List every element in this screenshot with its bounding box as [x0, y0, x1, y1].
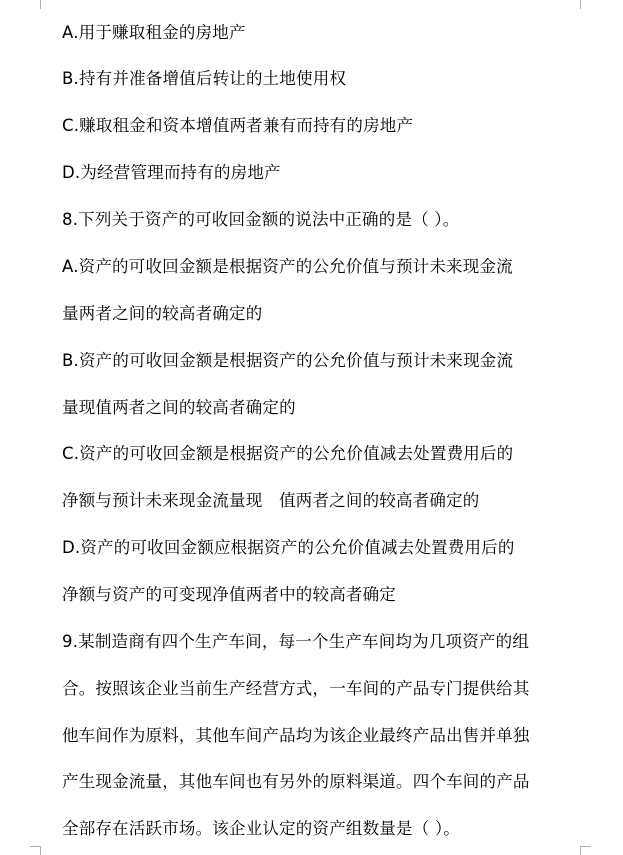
crop-mark-bottom-right-vertical [580, 846, 581, 855]
q8-option-d-line1: D.资产的可收回金额应根据资产的公允价值减去处置费用后的 [62, 538, 515, 557]
option-a-rental-property: A.用于赚取租金的房地产 [62, 23, 246, 42]
question-9-line1: 9.某制造商有四个生产车间，每一个生产车间均为几项资产的组 [62, 632, 530, 651]
option-d-operating-property: D.为经营管理而持有的房地产 [62, 163, 281, 182]
q8-option-a-line1: A.资产的可收回金额是根据资产的公允价值与预计未来现金流 [62, 257, 513, 276]
q8-option-b-line1: B.资产的可收回金额是根据资产的公允价值与预计未来现金流 [62, 351, 514, 370]
q8-option-c-line2: 净额与预计未来现金流量现 值两者之间的较高者确定的 [62, 491, 480, 510]
crop-mark-top-left-vertical [40, 0, 41, 9]
q8-option-a-line2: 量两者之间的较高者确定的 [62, 304, 263, 323]
question-9-line2: 合。按照该企业当前生产经营方式，一车间的产品专门提供给其 [62, 679, 530, 698]
question-9-line4: 产生现金流量，其他车间也有另外的原料渠道。四个车间的产品 [62, 772, 530, 791]
q8-option-c-line1: C.资产的可收回金额是根据资产的公允价值减去处置费用后的 [62, 444, 514, 463]
crop-mark-top-right-vertical [580, 0, 581, 9]
crop-mark-bottom-left-horizontal [30, 846, 41, 847]
q8-option-d-line2: 净额与资产的可变现净值两者中的较高者确定 [62, 585, 396, 604]
question-9-line3: 他车间作为原料，其他车间产品均为该企业最终产品出售并单独 [62, 726, 530, 745]
option-b-land-use-right: B.持有并准备增值后转让的土地使用权 [62, 69, 347, 88]
crop-mark-bottom-right-horizontal [580, 846, 591, 847]
crop-mark-bottom-left-vertical [40, 846, 41, 855]
q8-option-b-line2: 量现值两者之间的较高者确定的 [62, 398, 296, 417]
question-8: 8.下列关于资产的可收回金额的说法中正确的是（ ）。 [62, 210, 460, 229]
option-c-rent-and-appreciation: C.赚取租金和资本增值两者兼有而持有的房地产 [62, 116, 414, 135]
question-9-line5: 全部存在活跃市场。该企业认定的资产组数量是（ ）。 [62, 819, 460, 838]
